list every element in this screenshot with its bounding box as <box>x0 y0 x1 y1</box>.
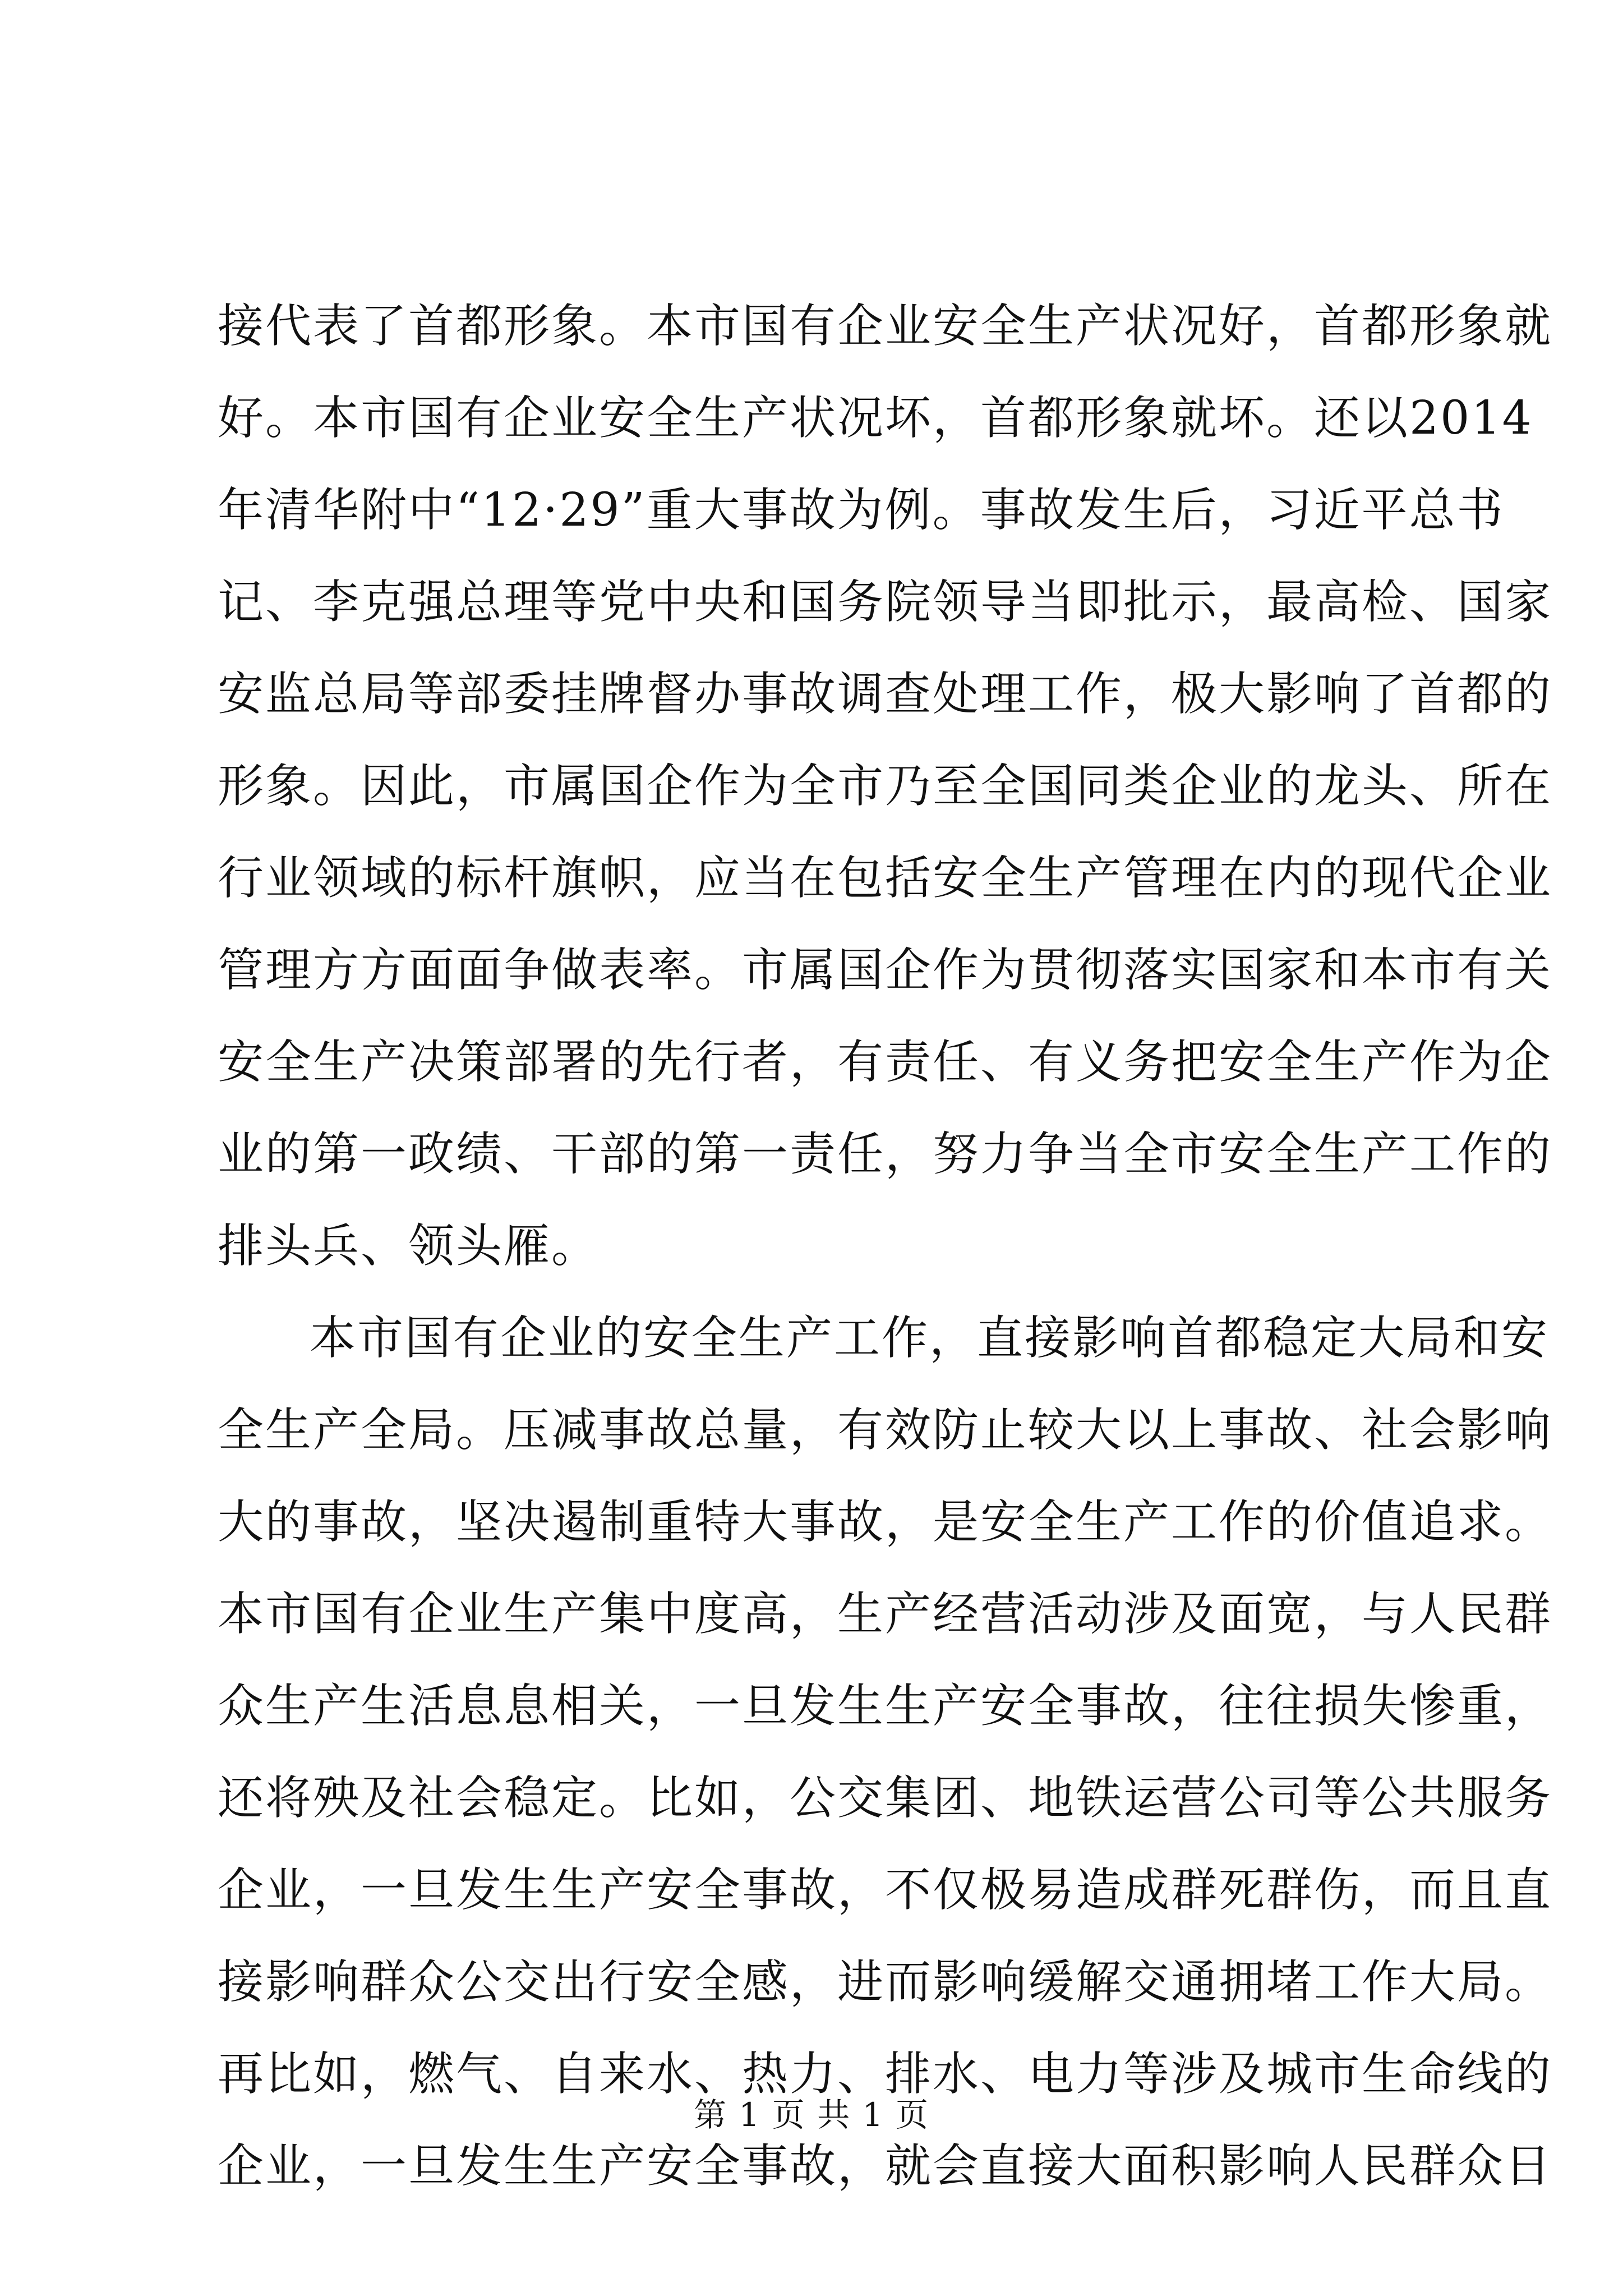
text-line: 年清华附中“12·29”重大事故为例。事故发生后，习近平总书 <box>218 484 1505 537</box>
text-line: 企业，一旦发生生产安全事故，不仅极易造成群死群伤，而且直 <box>218 1864 1553 1917</box>
text-line: 本市国有企业的安全生产工作，直接影响首都稳定大局和安 <box>310 1312 1550 1365</box>
text-line: 众生产生活息息相关，一旦发生生产安全事故，往往损失惨重， <box>218 1680 1553 1733</box>
body-text <box>218 280 1553 2212</box>
text-line: 企业，一旦发生生产安全事故，就会直接大面积影响人民群众日 <box>218 2139 1553 2193</box>
text-line: 再比如，燃气、自来水、热力、排水、电力等涉及城市生命线的 <box>218 2047 1553 2101</box>
page-footer: 第 1 页 共 1 页 <box>694 2096 929 2134</box>
text-line: 好。本市国有企业安全生产状况坏，首都形象就坏。还以2014 <box>218 392 1533 445</box>
text-line: 接影响群众公交出行安全感，进而影响缓解交通拥堵工作大局。 <box>218 1955 1553 2009</box>
text-line: 安监总局等部委挂牌督办事故调查处理工作，极大影响了首都的 <box>218 668 1553 721</box>
text-line: 管理方方面面争做表率。市属国企作为贯彻落实国家和本市有关 <box>218 944 1553 997</box>
text-line: 排头兵、领头雁。 <box>218 1220 600 1273</box>
text-line: 本市国有企业生产集中度高，生产经营活动涉及面宽，与人民群 <box>218 1588 1553 1641</box>
text-line: 还将殃及社会稳定。比如，公交集团、地铁运营公司等公共服务 <box>218 1772 1553 1825</box>
text-line: 行业领域的标杆旗帜，应当在包括安全生产管理在内的现代企业 <box>218 852 1553 905</box>
text-line: 全生产全局。压减事故总量，有效防止较大以上事故、社会影响 <box>218 1404 1553 1457</box>
text-line: 接代表了首都形象。本市国有企业安全生产状况好，首都形象就 <box>218 300 1553 353</box>
text-line: 记、李克强总理等党中央和国务院领导当即批示，最高检、国家 <box>218 576 1553 629</box>
text-line: 大的事故，坚决遏制重特大事故，是安全生产工作的价值追求。 <box>218 1496 1553 1549</box>
text-line: 形象。因此，市属国企作为全市乃至全国同类企业的龙头、所在 <box>218 760 1553 813</box>
text-line: 安全生产决策部署的先行者，有责任、有义务把安全生产作为企 <box>218 1036 1553 1089</box>
text-line: 业的第一政绩、干部的第一责任，努力争当全市安全生产工作的 <box>218 1128 1553 1181</box>
